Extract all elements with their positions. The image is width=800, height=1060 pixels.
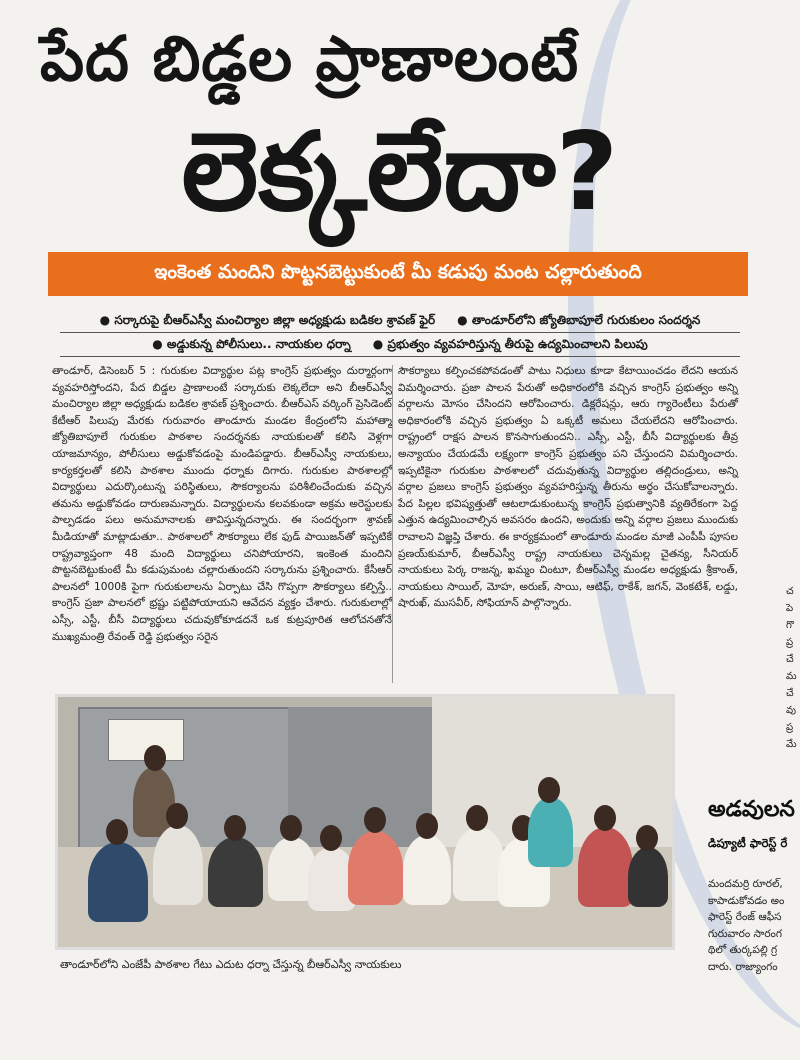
highlight-bullet: ● సర్కారుపై బీఆర్ఎస్వీ మంచిర్యాల జిల్లా అధ్యక్షుడు బడికల శ్రావణ్ ఫైర్ <box>100 313 436 330</box>
divider-rule <box>60 356 740 357</box>
highlight-bullet: ● ప్రభుత్వం వ్యవహరిస్తున్న తీరుపై ఉద్యమించాలని పిలుపు <box>373 337 648 354</box>
side-article-line: గురువారం సారంగ <box>708 927 783 940</box>
article-column-1: తాండూర్, డిసెంబర్ 5 : గురుకుల విద్యార్థుల పట్ల కాంగ్రెస్ ప్రభుత్వం దుర్మార్గంగా వ్యవహరిస్తోందని, పేద బిడ్డల ప్రాణాలంటే సర్కారుకు లెక్కలేదా అని బీఆర్ఎస్వీ మంచిర్యాల జిల్లా అధ్యక్షుడు బడికల శ్రావణ్ ప్రశ్నించారు. బీఆర్ఎస్ వర్కింగ్ ప్రెసిడెంట్ కేటీఆర్ పిలుపు మేరకు గురువారం తాండూరు మండల కేంద్రంలోని మహాత్మా జ్యోతిబాపూలే గురుకుల పాఠశాల సందర్శనకు నాయకులతో కలిసి వెళ్లగా యాజమాన్యం, పోలీసులు అడ్డుకోవడంపై మండిపడ్డారు. బీఆర్ఎస్వీ నాయకులు, కార్యకర్తలతో కలిసి పాఠశాల ముందు ధర్నాకు దిగారు. గురుకుల పాఠశాలల్లో విద్యార్థులు ఎదుర్కొంటున్న పరిస్థితులు, సౌకర్యాలను పరిశీలించేందుకు వచ్చిన తమను అడ్డుకోవడం దారుణమన్నారు. విద్యార్థులను కలవకుండా అక్రమ అరెస్టులకు పాల్పడడం పలు అనుమానాలకు తావిస్తున్నదన్నారు. ఈ సందర్భంగా శ్రావణ్ మీడియాతో మాట్లాడుతూ.. పాఠశాలలో సౌకర్యాలు లేక ఫుడ్ పాయిజన్‌తో ఇప్పటికే రాష్ట్రవ్యాప్తంగా 48 మంది విద్యార్థులు చనిపోయారని, ఇంకెంత మందిని పొట్టనబెట్టుకుంటే మీ కడుపుమంట చల్లారుతుందని సర్కారును ప్రశ్నించారు. కేసీఆర్ పాలనలో 1000కి పైగా గురుకులాలను ఏర్పాటు చేసి గొప్పగా సౌకర్యాలు కల్పిస్తే.. కాంగ్రెస్ ప్రజా పాలనలో భ్రష్టు పట్టిపోయాయని ఆవేదన వ్యక్తం చేశారు. గురుకులాల్లో ఎస్సీ, ఎస్టీ, బీసీ విద్యార్థులు చదువుకోకూడదనే ఒక కుట్రపూరిత ఆలోచనతోనే ముఖ్యమంత్రి రేవంత్ రెడ్డి ప్రభుత్వం సరైన <box>52 365 392 643</box>
highlight-bullet: ● అడ్డుకున్న పోలీసులు.. నాయకుల ధర్నా <box>152 337 351 354</box>
side-article-line: కాపాడుకోవడం అం <box>708 894 785 907</box>
sub-headline-banner: ఇంకెంత మందిని పొట్టనబెట్టుకుంటే మీ కడుపు మంట చల్లారుతుంది <box>48 252 748 296</box>
divider-rule <box>60 332 740 333</box>
side-article-subhead: డిప్యూటీ ఫారెస్ట్ రే <box>708 836 788 850</box>
fragment: మ <box>786 671 797 682</box>
fragment: ప్ర <box>786 722 794 733</box>
fragment: చ <box>786 586 794 597</box>
headline-line-2: లెక్కలేదా? <box>181 110 619 235</box>
highlight-bullets-row-1 <box>60 313 740 330</box>
fragment: పె <box>786 603 794 614</box>
side-article-line: దారు. రాజ్యాంగం <box>708 960 778 973</box>
article-column-2: సౌకర్యాలు కల్పించకపోవడంతో పాటు నిధులు కూడా కేటాయించడం లేదని ఆయన విమర్శించారు. ప్రజా పాలన పేరుతో అధికారంలోకి వచ్చిన కాంగ్రెస్ ప్రభుత్వం అన్ని వర్గాలను మోసం చేసిందని ఆరోపించారు. డిక్లరేషన్లు, ఆరు గ్యారెంటీలు పేరుతో అధికారంలోకి వచ్చిన ప్రభుత్వం ఏ ఒక్కటీ అమలు చేయలేదని ఆరోపించారు. రాష్ట్రంలో రాక్షస పాలన కొనసాగుతుందని.. ఎస్సీ, ఎస్టీ, బీసీ విద్యార్థులకు తీవ్ర అన్యాయం చేయడమే లక్ష్యంగా కాంగ్రెస్ ప్రభుత్వం పని చేస్తుందని విమర్శించారు. ఇప్పటికైనా గురుకుల పాఠశాలలో చదువుతున్న విద్యార్థుల తల్లిదండ్రులు, అన్ని వర్గాల ప్రజలు కాంగ్రెస్ ప్రభుత్వం వ్యవహరిస్తున్న తీరును అర్థం చేసుకోవాలన్నారు. పేద పిల్లల భవిష్యత్తుతో ఆటలాడుకుంటున్న కాంగ్రెస్ ప్రభుత్వానికి వ్యతిరేకంగా పెద్ద ఎత్తున ఉద్యమించాల్సిన అవసరం ఉందని, అందుకు అన్ని వర్గాల ప్రజలు ముందుకు రావాలని విజ్ఞప్తి చేశారు. ఈ కార్యక్రమంలో తాండూరు మండల మాజీ ఎంపీపీ పూసల ప్రణయ్‌కుమార్, బీఆర్ఎస్వీ రాష్ట్ర నాయకులు చెన్నమల్ల చైతన్య, సీనియర్ నాయకులు పెర్క రాజన్న, ఖమ్మం చింటూ, బీఆర్ఎస్వీ మండల అధ్యక్షుడు శ్రీకాంత్, నాయకులు సాయిల్, మోహ, అరుణ్, సాయి, ఆటిఫ్, రాకేశ్, జగన్, వెంకటేశ్, లడ్డు, షారుఖ్, ముసవీర్, సోఫియాన్ పాల్గొన్నారు. <box>398 365 738 610</box>
photo-caption: తాండూర్‌లోని ఎంజేపీ పాఠశాల గేటు ఎదుట ధర్నా చేస్తున్న బీఆర్ఎస్వీ నాయకులు <box>60 958 402 971</box>
fragment: చే <box>786 688 794 699</box>
fragment: మే <box>786 739 797 750</box>
fragment: ప్ర <box>786 637 794 648</box>
side-article-line: మందమర్రి రూరల్, <box>708 878 783 890</box>
side-article-line: ఫారెస్ట్ రేంజ్ ఆఫీస <box>708 911 782 924</box>
fragment: గొ <box>786 620 794 631</box>
headline-line-1: పేద బిడ్డల ప్రాణాలంటే <box>40 22 580 95</box>
fragment: చే <box>786 654 794 665</box>
side-article-headline: అడవులన <box>708 797 795 822</box>
highlight-bullet: ● తాండూర్‌లోని జ్యోతిబాపూలే గురుకులం సందర్శన <box>457 313 700 330</box>
side-article-line: థిలో తుర్కపల్లి గ్ర <box>708 944 778 957</box>
fragment: వు <box>786 705 796 716</box>
news-photo-dharna <box>55 694 675 950</box>
right-edge-text-fragments <box>786 583 800 753</box>
highlight-bullets-row-2 <box>60 337 740 354</box>
column-separator <box>392 365 393 683</box>
side-article-body <box>708 876 800 976</box>
